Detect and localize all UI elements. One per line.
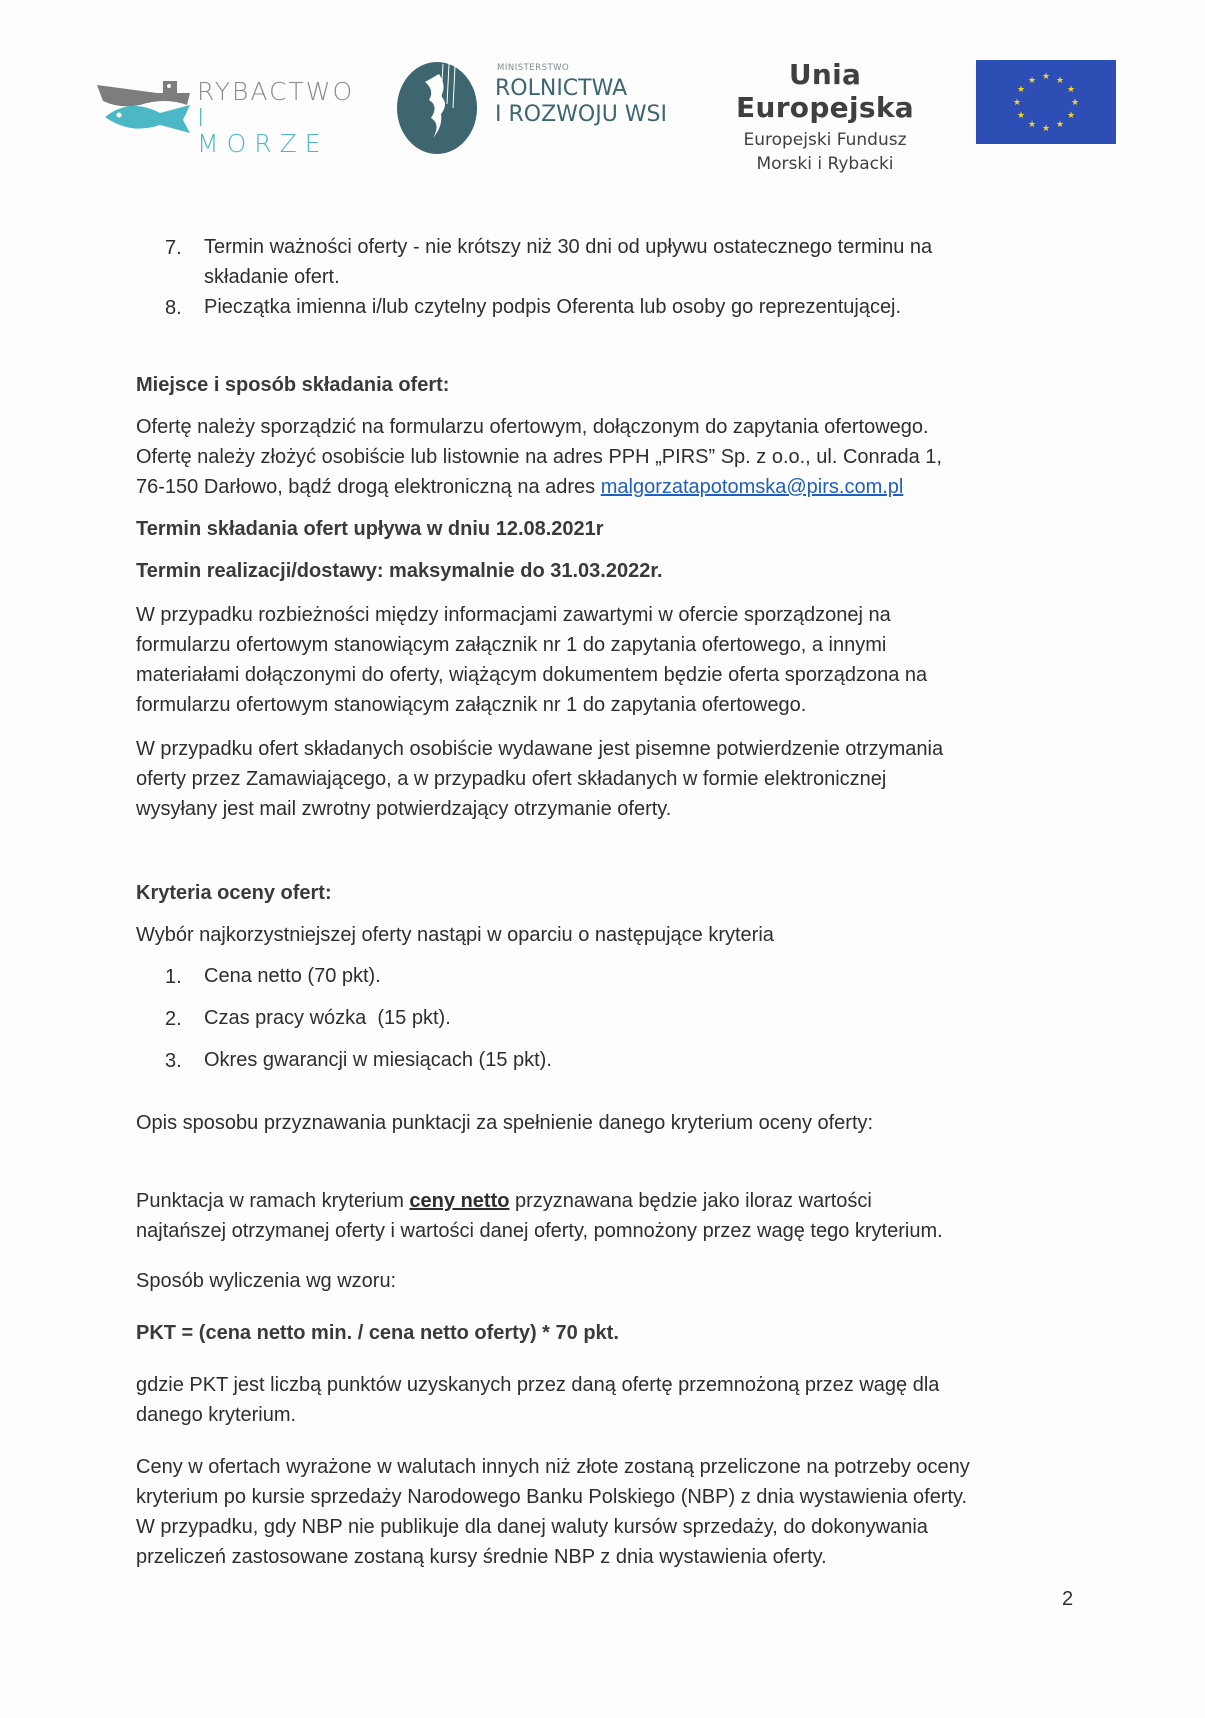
paragraph-line: formularzu ofertowym stanowiącym załącznik nr 1 do zapytania ofertowego, a innymi — [136, 634, 887, 656]
criteria-item: Okres gwarancji w miesiącach (15 pkt). — [204, 1049, 552, 1071]
list-number: 3. — [165, 1050, 182, 1072]
scoring-intro: Opis sposobu przyznawania punktacji za spełnienie danego kryterium oceny oferty: — [136, 1112, 874, 1134]
list-item-line: Termin ważności oferty - nie krótszy niż 30 dni od upływu ostatecznego terminu na — [204, 236, 933, 258]
criteria-item: Czas pracy wózka (15 pkt). — [204, 1007, 451, 1029]
address-text: 76-150 Darłowo, bądź drogą elektroniczną na adres — [136, 476, 601, 498]
list-number: 7. — [165, 237, 182, 259]
paragraph-line: W przypadku ofert składanych osobiście wydawane jest pisemne potwierdzenie otrzymania — [136, 738, 944, 760]
list-number: 8. — [165, 297, 182, 319]
scoring-emphasis: ceny netto — [409, 1190, 510, 1212]
paragraph-line: przeliczeń zastosowane zostaną kursy średnie NBP z dnia wystawienia oferty. — [136, 1546, 827, 1568]
logo-text-rolnictwa: ROLNICTWA — [495, 76, 628, 101]
paragraph-line: materiałami dołączonymi do oferty, wiążącym dokumentem będzie oferta sporządzona na — [136, 664, 928, 686]
svg-text:★: ★ — [1016, 85, 1026, 95]
paragraph-line — [136, 1186, 1080, 1216]
eu-title: Unia Europejska — [736, 58, 914, 124]
paragraph-line: Ofertę należy złożyć osobiście lub listownie na adres PPH „PIRS” Sp. z o.o., ul. Conrada 1, — [136, 446, 942, 468]
section-heading-place: Miejsce i sposób składania ofert: — [136, 374, 450, 396]
paragraph-line: kryterium po kursie sprzedaży Narodowego Banku Polskiego (NBP) z dnia wystawienia oferty. — [136, 1486, 968, 1508]
formula-intro: Sposób wyliczenia wg wzoru: — [136, 1270, 397, 1292]
paragraph-line: Ofertę należy sporządzić na formularzu ofertowym, dołączonym do zapytania ofertowego. — [136, 416, 929, 438]
logo-text-rozwoju-wsi: I ROZWOJU WSI — [495, 102, 668, 127]
paragraph-line: oferty przez Zamawiającego, a w przypadku ofert składanych w formie elektronicznej — [136, 768, 887, 790]
svg-text:★: ★ — [1041, 72, 1051, 82]
rybactwo-i-morze-logo — [95, 75, 355, 158]
list-number: 1. — [165, 966, 182, 988]
criteria-intro: Wybór najkorzystniejszej oferty nastąpi w oparciu o następujące kryteria — [136, 924, 774, 946]
email-link[interactable]: malgorzatapotomska@pirs.com.pl — [600, 476, 904, 498]
wheat-ear-icon — [395, 60, 479, 156]
svg-text:★: ★ — [1066, 111, 1076, 121]
delivery-deadline: Termin realizacji/dostawy: maksymalnie do 31.03.2022r. — [136, 560, 663, 582]
eu-fund-name-line1: Europejski Fundusz — [743, 130, 907, 150]
paragraph-line: danego kryterium. — [136, 1404, 297, 1426]
scoring-text: Punktacja w ramach kryterium — [136, 1190, 410, 1212]
paragraph-line: W przypadku rozbieżności między informacjami zawartymi w ofercie sporządzonej na — [136, 604, 891, 626]
page-number: 2 — [1062, 1588, 1074, 1610]
eu-fund-name-line2: Morski i Rybacki — [756, 154, 894, 174]
logo-text-ministerstwo: MINISTERSTWO — [497, 63, 570, 73]
section-heading-criteria: Kryteria oceny ofert: — [136, 882, 332, 904]
svg-text:★: ★ — [1066, 85, 1076, 95]
svg-text:★: ★ — [1070, 98, 1080, 108]
list-item-line: Pieczątka imienna i/lub czytelny podpis Oferenta lub osoby go reprezentującej. — [204, 296, 902, 318]
list-item-line: składanie ofert. — [204, 266, 340, 288]
svg-text:★: ★ — [1041, 124, 1051, 134]
svg-text:★: ★ — [1016, 111, 1026, 121]
paragraph-line: najtańszej otrzymanej oferty i wartości danej oferty, pomnożony przez wagę tego kryterium. — [136, 1220, 943, 1242]
paragraph-line: gdzie PKT jest liczbą punktów uzyskanych przez daną ofertę przemnożoną przez wagę dla — [136, 1374, 940, 1396]
paragraph-line: Ceny w ofertach wyrażone w walutach innych niż złote zostaną przeliczone na potrzeby oceny — [136, 1456, 970, 1478]
criteria-item: Cena netto (70 pkt). — [204, 965, 381, 987]
paragraph-line: W przypadku, gdy NBP nie publikuje dla danej waluty kursów sprzedaży, do dokonywania — [136, 1516, 928, 1538]
scoring-text: przyznawana będzie jako iloraz wartości — [509, 1190, 872, 1212]
boat-and-fish-icon — [95, 75, 195, 135]
logo-text-rybactwo: RYBACTWO — [197, 77, 355, 106]
eu-flag-icon — [976, 60, 1116, 144]
svg-text:★: ★ — [1027, 120, 1037, 130]
svg-text:★: ★ — [1055, 120, 1065, 130]
formula: PKT = (cena netto min. / cena netto oferty) * 70 pkt. — [136, 1322, 619, 1344]
svg-text:★: ★ — [1012, 98, 1022, 108]
svg-text:★: ★ — [1055, 76, 1065, 86]
logo-text-i-morze: I MORZE — [197, 103, 329, 158]
list-number: 2. — [165, 1008, 182, 1030]
paragraph-line: wysyłany jest mail zwrotny potwierdzający otrzymanie oferty. — [136, 798, 672, 820]
eu-fund-logo-text — [700, 58, 950, 176]
paragraph-line — [136, 472, 903, 502]
paragraph-line: formularzu ofertowym stanowiącym załącznik nr 1 do zapytania ofertowego. — [136, 694, 807, 716]
submission-deadline: Termin składania ofert upływa w dniu 12.08.2021r — [136, 518, 604, 540]
ministry-logo — [395, 58, 695, 158]
svg-text:★: ★ — [1027, 76, 1037, 86]
